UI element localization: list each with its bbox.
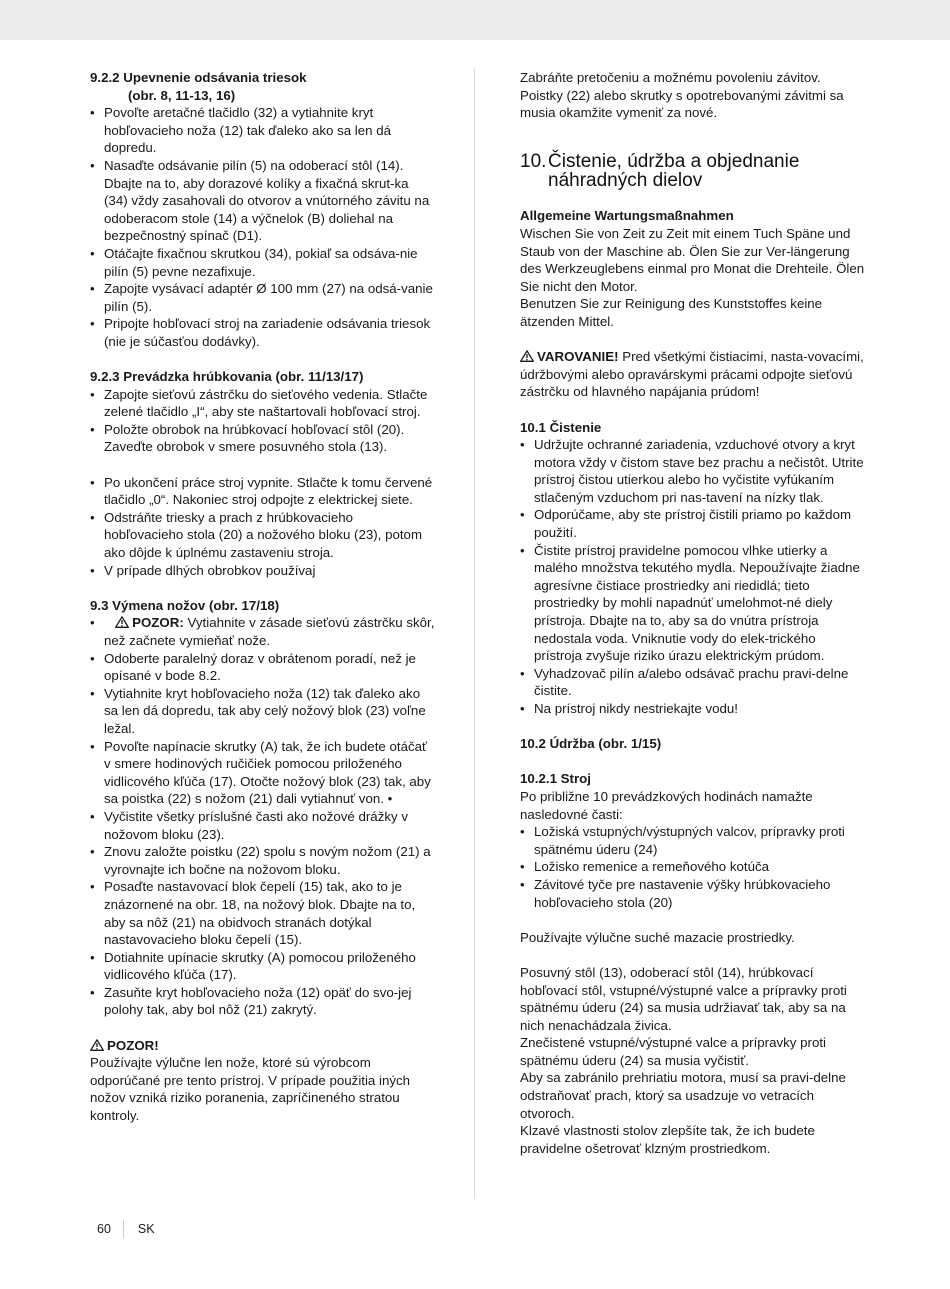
section-101-list — [520, 436, 865, 718]
list-item: • Vyčistite všetky príslušné časti ako nožové drážky v nožovom bloku (23). — [90, 808, 435, 843]
top-bar — [0, 0, 950, 40]
section-93-list — [90, 614, 435, 1019]
section-102-title: 10.2 Údržba (obr. 1/15) — [520, 736, 662, 752]
list-item: • Závitové tyče pre nastavenie výšky hrúbkovacieho hobľovacieho stola (20) — [520, 876, 865, 911]
page-footer — [97, 1220, 155, 1238]
general-maintenance-text: Wischen Sie von Zeit zu Zeit mit einem Tuch Späne und Staub von der Maschine ab. Ölen Sie zur Ver-längerung des Werkzeuglebens einmal pro Monat die Drehteile. Ölen Sie nicht den Motor. — [520, 225, 865, 294]
list-item: • Dotiahnite upínacie skrutky (A) pomocou priloženého vidlicového kľúča (17). — [90, 949, 435, 984]
column-divider — [474, 68, 475, 1198]
section-923-title: 9.2.3 Prevádzka hrúbkovania (obr. 11/13/17) — [90, 369, 364, 385]
chapter-title: Čistenie, údržba a objednanie náhradných dielov — [548, 150, 800, 191]
intro-paragraph: Zabráňte pretočeniu a možnému povoleniu závitov. Poistky (22) alebo skrutky s opotrebovanými závitmi sa musia okamžite vymeniť za nové. — [520, 70, 844, 121]
warning-label: POZOR! — [107, 1037, 159, 1053]
list-item: • Zapojte vysávací adaptér Ø 100 mm (27) na odsá-vanie pilín (5). — [90, 280, 435, 315]
warning-text: Vytiahnite v zásade sieťovú zástrčku skôr, než začnete vymieňať nože. — [104, 615, 435, 648]
warning-triangle-icon — [520, 350, 534, 362]
language-code: SK — [137, 1222, 155, 1236]
section-1021-title: 10.2.1 Stroj — [520, 771, 591, 787]
section-101-title: 10.1 Čistenie — [520, 419, 602, 435]
list-item: • Položte obrobok na hrúbkovací hobľovací stôl (20). Zaveďte obrobok v smere posuvného stola (13). — [90, 421, 435, 456]
chapter-number: 10. — [520, 150, 547, 172]
list-item: • Odoberte paralelný doraz v obrátenom poradí, než je opísané v bode 8.2. — [90, 650, 435, 685]
section-923-list-b — [90, 474, 435, 580]
section-1021-list — [520, 823, 865, 911]
general-maintenance-text-2: Benutzen Sie zur Reinigung des Kunststoffes keine ätzenden Mittel. — [520, 296, 823, 329]
list-item: • Odporúčame, aby ste prístroj čistili priamo po každom použití. — [520, 506, 865, 541]
left-column — [90, 69, 435, 1125]
section-93-title: 9.3 Výmena nožov (obr. 17/18) — [90, 597, 280, 613]
list-item: • Zapojte sieťovú zástrčku do sieťového vedenia. Stlačte zelené tlačidlo „I“, aby ste naštartovali hobľovací stroj. — [90, 386, 435, 421]
section-922-title: 9.2.2 Upevnenie odsávania triesok — [90, 70, 307, 85]
list-item: • Ložisko remenice a remeňového kotúča — [520, 858, 865, 876]
maintenance-paragraph: Posuvný stôl (13), odoberací stôl (14), hrúbkovací hobľovací stôl, vstupné/výstupné valce a prípravky proti spätnému úderu (24) sa musia udržiavať tak, aby sa na nich nenachádzala živica. — [520, 964, 847, 1033]
list-item: • Na prístroj nikdy nestriekajte vodu! — [520, 700, 865, 718]
warning-text: Pred všetkými čistiacimi, nasta-vovacími, údržbovými alebo opravárskymi prácami odpojte sieťovú zástrčku od hlavného napájania prúdom! — [520, 349, 864, 400]
section-923-list-a — [90, 386, 435, 456]
warning-paragraph — [520, 348, 865, 401]
section-922-subtitle: (obr. 8, 11-13, 16) — [128, 87, 236, 103]
right-column — [520, 69, 865, 1157]
list-item: • Otáčajte fixačnou skrutkou (34), pokiaľ sa odsáva-nie pilín (5) pevne nezafixuje. — [90, 245, 435, 280]
list-item: • Povoľte aretačné tlačidlo (32) a vytiahnite kryt hobľovacieho noža (12) tak ďaleko ako sa len dá dopredu. — [90, 104, 435, 157]
warning-triangle-icon — [115, 616, 129, 628]
list-item: • Povoľte napínacie skrutky (A) tak, že ich budete otáčať v smere hodinových ručičiek pomocou priloženého vidlicového kľúča (17). Otočte nožový blok (23) tak, aby sa poistka (22) s nožom (21) dali vytiahnuť von. • — [90, 738, 435, 808]
list-item: • Posaďte nastavovací blok čepelí (15) tak, ako to je znázornené na obr. 18, na nožový blok. Dbajte na to, aby sa nôž (21) na obidvoch stranách dotýkal nastavovacieho bloku čepelí (15). — [90, 878, 435, 948]
section-922-list — [90, 104, 435, 350]
list-item: • V prípade dlhých obrobkov používaj — [90, 562, 435, 580]
list-item: • Ložiská vstupných/výstupných valcov, prípravky proti spätnému úderu (24) — [520, 823, 865, 858]
list-item: • Nasaďte odsávanie pilín (5) na odoberací stôl (14). Dbajte na to, aby dorazové kolíky a fixačná skrut-ka (34) vždy zasahovali do otvorov a vnútorného závitu na odoberacom stole (14) a výčnelok (B) doliehal na bezpečnostný spínač (D1). — [90, 157, 435, 245]
maintenance-paragraph: Klzavé vlastnosti stolov zlepšíte tak, že ich budete pravidelne ošetrovať klzným prostriedkom. — [520, 1123, 815, 1156]
list-item: • Vytiahnite kryt hobľovacieho noža (12) tak ďaleko ako sa len dá dopredu, tak aby celý nožový blok (23) voľne ležal. — [90, 685, 435, 738]
list-item: • Čistite prístroj pravidelne pomocou vlhke utierky a malého množstva tekutého mydla. Nepoužívajte žiadne agresívne čistiace prostriedky ani riedidlá; tieto prostriedky by mohli napadnúť umelohmot-né diely prístroja. Dbajte na to, aby sa do vnútra prístroja nedostala voda. Vniknutie vody do elek-trického prístroja zvyšuje riziko úrazu elektrickým prúdom. — [520, 542, 865, 665]
warning-label: POZOR: — [132, 615, 184, 631]
list-item-warning — [90, 614, 435, 649]
warning-label: VAROVANIE! — [537, 349, 619, 365]
warning-triangle-icon — [90, 1039, 104, 1051]
chapter-10-heading — [520, 152, 865, 190]
list-item: • Pripojte hobľovací stroj na zariadenie odsávania triesok (nie je súčasťou dodávky). — [90, 315, 435, 350]
section-1021-text: Po približne 10 prevádzkových hodinách namažte nasledovné časti: — [520, 788, 813, 822]
warning-block-title — [90, 1037, 435, 1055]
general-maintenance-title: Allgemeine Wartungsmaßnahmen — [520, 208, 734, 224]
list-item: • Po ukončení práce stroj vypnite. Stlačte k tomu červené tlačidlo „0“. Nakoniec stroj odpojte z elektrickej siete. — [90, 474, 435, 509]
maintenance-paragraph: Znečistené vstupné/výstupné valce a prípravky proti spätnému úderu (24) sa musia vyčistiť. — [520, 1035, 826, 1068]
list-item: • Vyhadzovač pilín a/alebo odsávač prachu pravi-delne čistite. — [520, 665, 865, 700]
lubricant-note: Používajte výlučne suché mazacie prostriedky. — [520, 929, 795, 945]
list-item: • Udržujte ochranné zariadenia, vzduchové otvory a kryt motora vždy v čistom stave bez prachu a nečistôt. Utrite prístroj čistou utierkou alebo ho vyčistite vyfúkaním stlačeným vzduchom pri nas-tavení na nízky tlak. — [520, 436, 865, 506]
list-item: • Zasuňte kryt hobľovacieho noža (12) opäť do svo-jej polohy tak, aby bol nôž (21) zakrytý. — [90, 984, 435, 1019]
list-item: • Znovu založte poistku (22) spolu s novým nožom (21) a vyrovnajte ich bočne na nožovom bloku. — [90, 843, 435, 878]
page-number: 60 — [97, 1222, 111, 1236]
list-item: • Odstráňte triesky a prach z hrúbkovacieho hobľovacieho stola (20) a nožového bloku (23), potom ako dôjde k úplnému zastaveniu stroja. — [90, 509, 435, 562]
footer-separator — [123, 1220, 124, 1238]
warning-block-text: Používajte výlučne len nože, ktoré sú výrobcom odporúčané pre tento prístroj. V prípade použitia iných nožov vzniká riziko poranenia, zapríčineného stratou kontroly. — [90, 1055, 411, 1124]
maintenance-paragraph: Aby sa zabránilo prehriatiu motora, musí sa pravi-delne odstraňovať prach, ktorý sa usadzuje vo vetracích otvoroch. — [520, 1070, 846, 1121]
